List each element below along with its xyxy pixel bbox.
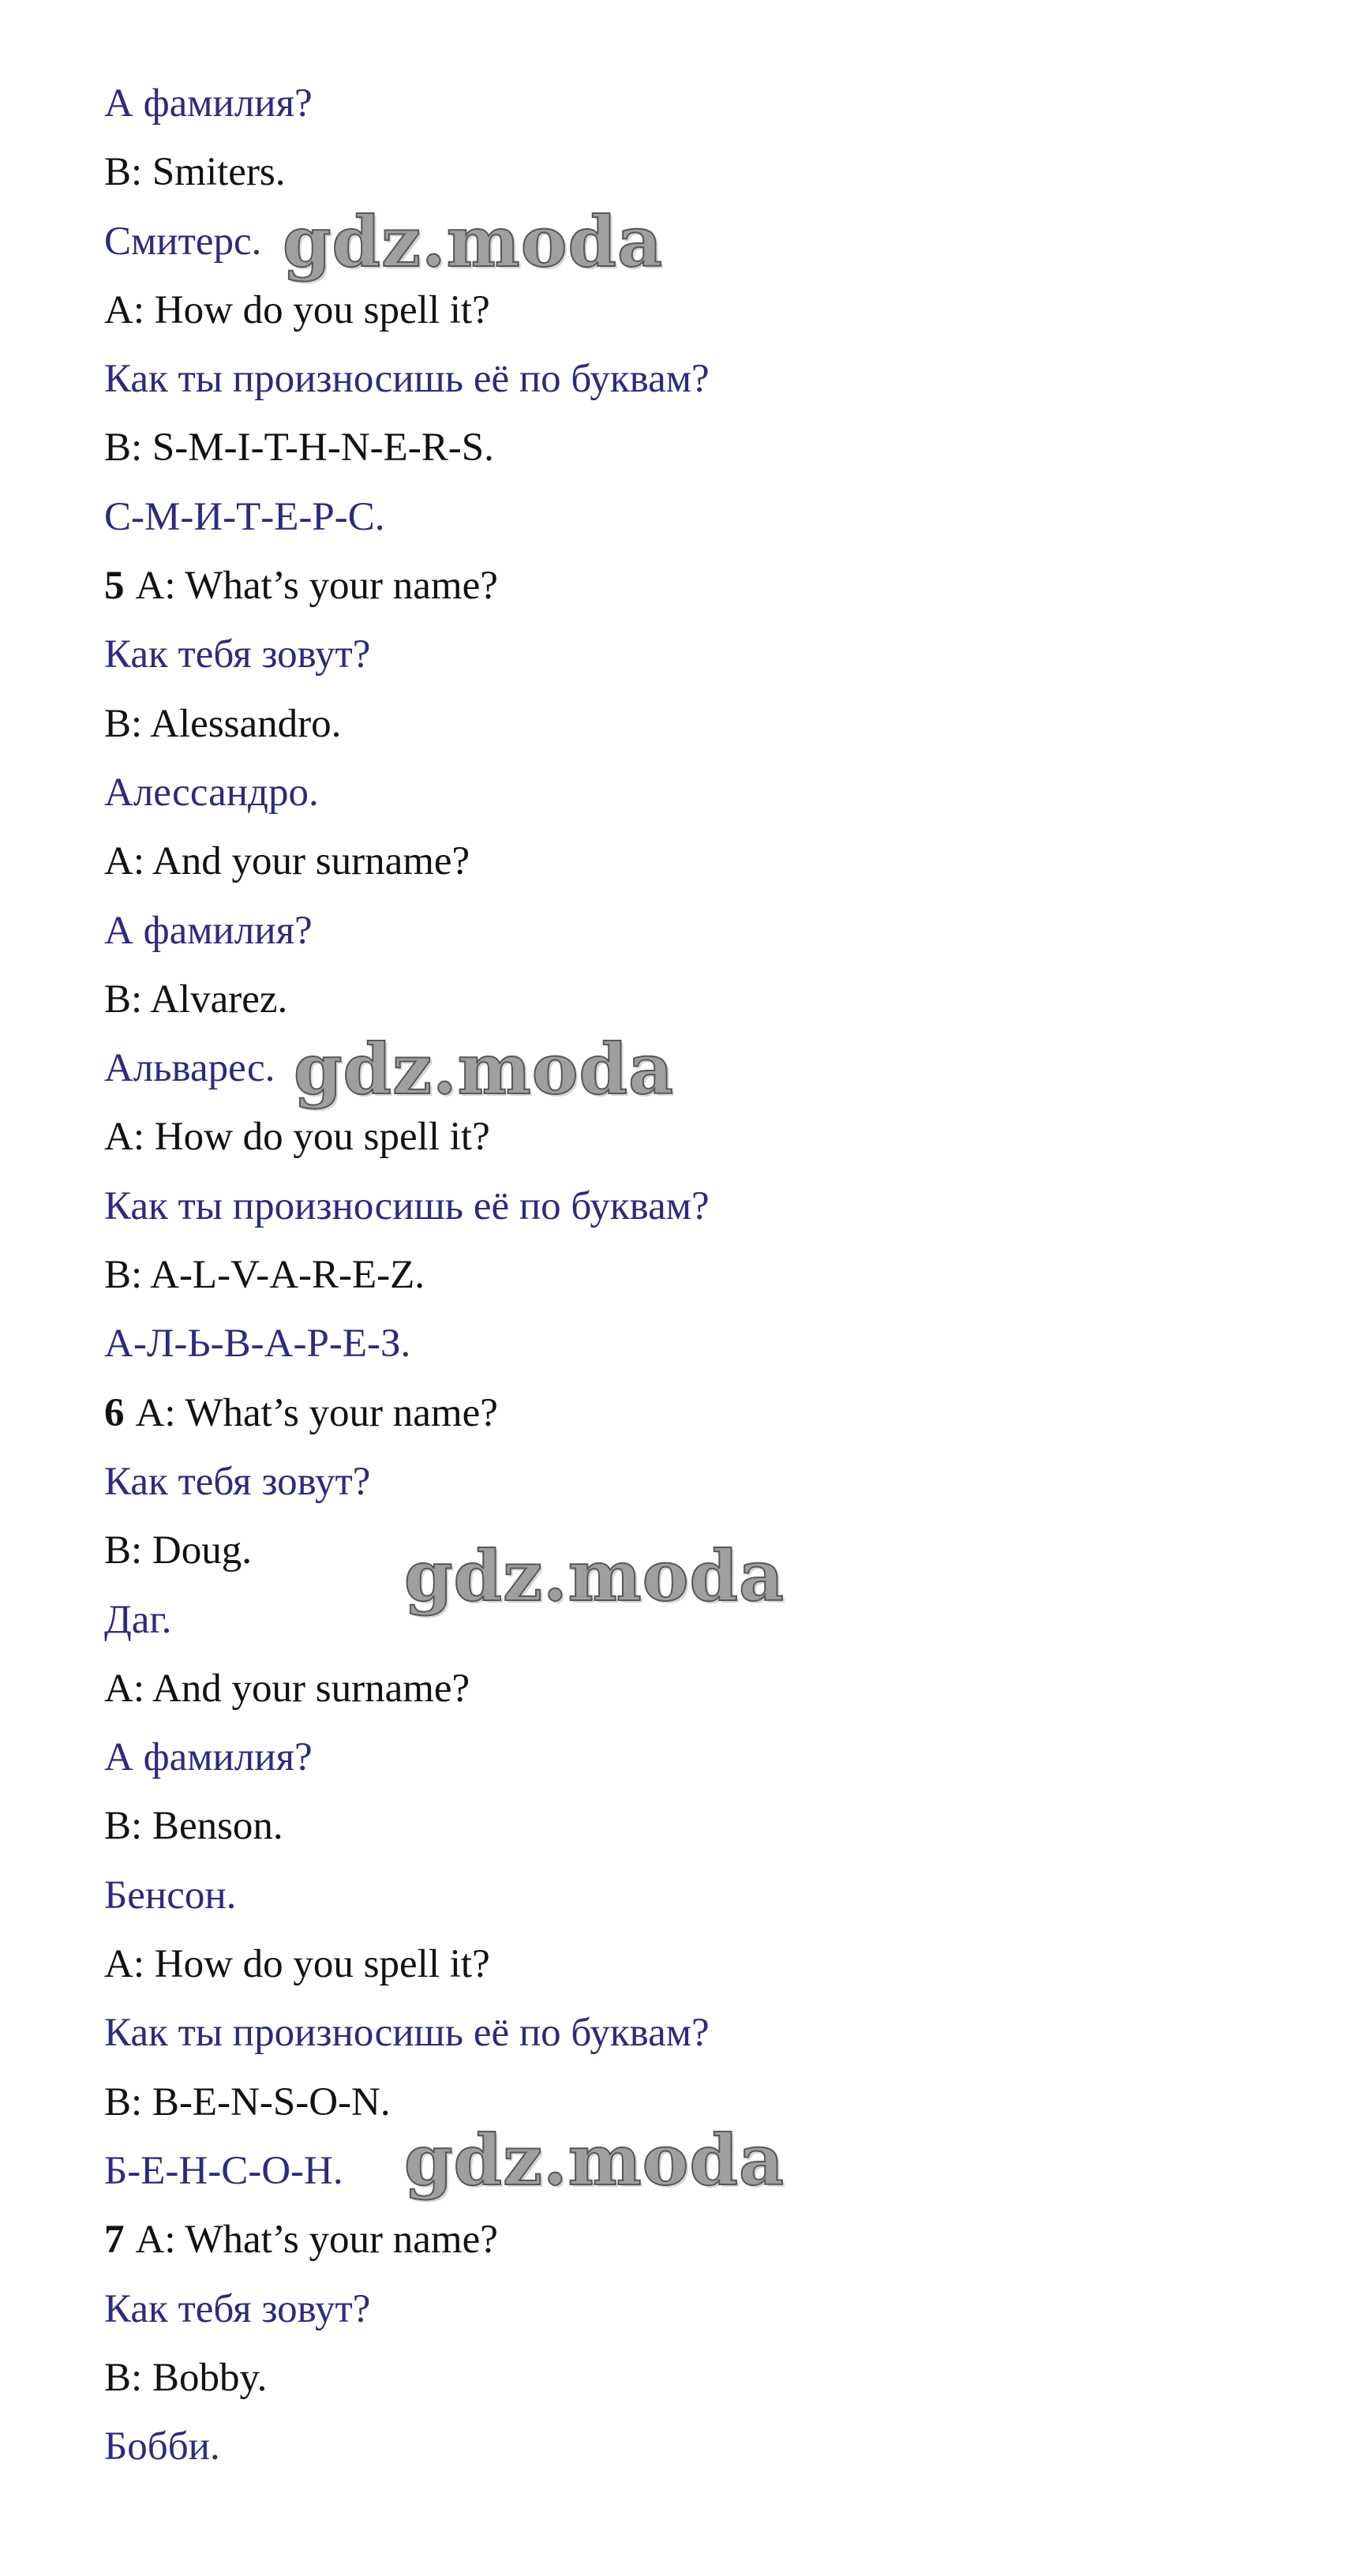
text-line-35: Бобби.: [104, 2424, 220, 2469]
text-line-22: B: Doug.: [104, 1528, 253, 1573]
text-line-26: B: Benson.: [104, 1804, 283, 1849]
text-line-5: Как ты произносишь её по буквам?: [104, 357, 710, 402]
text-line-23: Даг.: [104, 1597, 172, 1642]
watermark-4: gdz.moda: [404, 2119, 785, 2201]
text-line-21: Как тебя зовут?: [104, 1459, 371, 1504]
text-line-18: B: A-L-V-A-R-E-Z.: [104, 1253, 425, 1298]
text-line-14: B: Alvarez.: [104, 977, 288, 1022]
text-line-19: А-Л-Ь-В-А-Р-Е-З.: [104, 1322, 411, 1367]
text-line-6: B: S-M-I-T-H-N-E-R-S.: [104, 426, 494, 471]
text-line-4: A: How do you spell it?: [104, 287, 490, 332]
exercise-number: 6: [104, 1390, 125, 1435]
text-line-25: А фамилия?: [104, 1735, 313, 1780]
text-line-31: Б-Е-Н-С-О-Н.: [104, 2148, 343, 2193]
text-line-10: B: Alessandro.: [104, 701, 342, 746]
text-line-28: A: How do you spell it?: [104, 1942, 490, 1987]
exercise-number: 5: [104, 564, 125, 609]
text-line-13: А фамилия?: [104, 908, 313, 953]
text-line-17: Как ты произносишь её по буквам?: [104, 1183, 710, 1228]
exercise-number: 7: [104, 2218, 125, 2263]
watermark-2: gdz.moda: [294, 1028, 675, 1110]
text-line-12: A: And your surname?: [104, 839, 470, 884]
text-line-27: Бенсон.: [104, 1873, 237, 1918]
text-line-33: Как тебя зовут?: [104, 2286, 371, 2331]
text-line-20: 6 A: What’s your name?: [104, 1390, 498, 1435]
text-line-11: Алессандро.: [104, 770, 319, 815]
text-line-16: A: How do you spell it?: [104, 1115, 490, 1160]
text-line-24: A: And your surname?: [104, 1666, 470, 1711]
text-line-2: B: Smiters.: [104, 150, 286, 195]
text-line-3: Смитерс.: [104, 219, 262, 264]
text-line-29: Как ты произносишь её по буквам?: [104, 2011, 710, 2056]
text-line-1: А фамилия?: [104, 81, 313, 126]
text-line-34: B: Bobby.: [104, 2355, 268, 2400]
text-line-15: Альварес.: [104, 1046, 275, 1091]
text-line-7: С-М-И-Т-Е-Р-С.: [104, 494, 385, 539]
text-line-32: 7 A: What’s your name?: [104, 2218, 498, 2263]
text-line-30: B: B-E-N-S-O-N.: [104, 2079, 391, 2124]
text-line-9: Как тебя зовут?: [104, 632, 371, 677]
text-line-8: 5 A: What’s your name?: [104, 564, 498, 609]
watermark-3: gdz.moda: [404, 1535, 785, 1617]
watermark-1: gdz.moda: [283, 201, 664, 283]
